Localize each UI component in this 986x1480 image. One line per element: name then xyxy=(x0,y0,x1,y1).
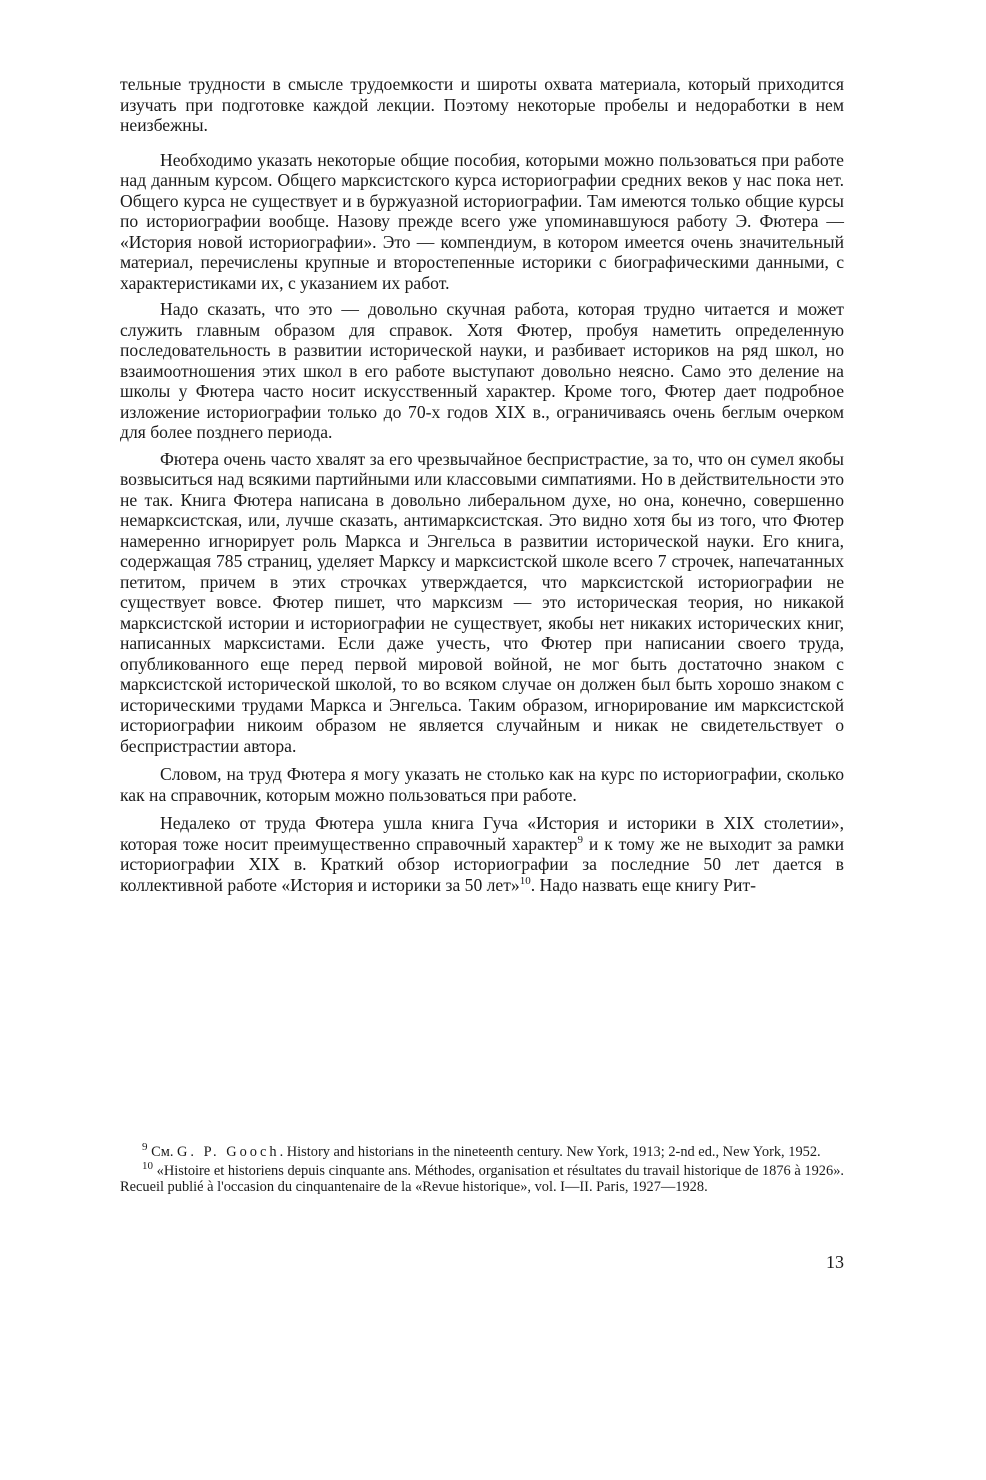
footnote-9-prefix: См. xyxy=(151,1144,178,1160)
paragraph-1: тельные трудности в смысле трудоемкости и широты охвата материала, который приходится изучать при подготовке каждой лекции. Поэтому некоторые пробелы и недоработки в нем неизбежны. xyxy=(120,74,844,135)
paragraph-6-part-1: Недалеко от труда Фютера ушла книга Гуча «История и историки в XIX столетии», которая тоже носит преимущественно справочный характер xyxy=(120,813,844,854)
footnote-ref-10: 10 xyxy=(519,874,531,887)
footnote-9-text: . History and historians in the nineteenth century. New York, 1913; 2-nd ed., New York, 1952. xyxy=(279,1144,821,1160)
footnote-mark-10: 10 xyxy=(142,1159,153,1172)
page-number: 13 xyxy=(826,1252,844,1272)
footnote-9-author: G. P. Gooch xyxy=(177,1144,280,1160)
footnote-10-text: «Histoire et historiens depuis cinquante ans. Méthodes, organisation et résultates du travail historique de 1876 à 1926». Recueil publié à l'occasion du cinquantenaire de la «Revue historique», vol. I—II. Paris, 1927—1928. xyxy=(120,1162,844,1196)
footnote-mark-9: 9 xyxy=(142,1141,148,1154)
footnote-9 xyxy=(120,1141,844,1161)
footnotes xyxy=(120,1141,844,1198)
footnote-ref-9: 9 xyxy=(577,833,583,846)
paragraph-4: Фютера очень часто хвалят за его чрезвычайное беспристрастие, за то, что он сумел якобы возвыситься над всякими партийными или классовыми симпатиями. Но в действительности это не так. Книга Фютера написана в довольно либеральном духе, но она, конечно, совершенно немарксистская, или, лучше сказать, антимарксистская. Это видно хотя бы из того, что Фютер намеренно игнорирует роль Маркса и Энгельса в развитии исторической науки. Его книга, содержащая 785 страниц, уделяет Марксу и марксистской школе всего 7 строчек, напечатанных петитом, причем в этих строчках утверждается, что марксистской историографии не существует вовсе. Фютер пишет, что марксизм — это историческая теория, но никакой марксистской истории и историографии не существует, якобы нет никаких исторических книг, написанных марксистами. Если даже учесть, что Фютер при написании своего труда, опубликованного еще перед первой мировой войной, не мог быть достаточно знаком с марксистской исторической школой, то во всяком случае он должен был быть хорошо знаком с историческими трудами Маркса и Энгельса. Таким образом, игнорирование им марксистской историографии никоим образом не является случайным и никак не свидетельствует о беспристрастии автора. xyxy=(120,448,844,756)
paragraph-5: Словом, на труд Фютера я могу указать не столько как на курс по историографии, сколько как на справочник, которым можно пользоваться при работе. xyxy=(120,764,844,805)
paragraph-3: Надо сказать, что это — довольно скучная работа, которая трудно читается и может служить главным образом для справок. Хотя Фютер, пробуя наметить определенную последовательность в развитии исторической науки, и разбивает историков на ряд школ, но взаимоотношения этих школ в его работе выступают довольно неясно. Само это деление на школы у Фютера часто носит искусственный характер. Кроме того, Фютер дает подробное изложение историографии только до 70-х годов XIX в., ограничиваясь очень беглым очерком для более позднего периода. xyxy=(120,299,844,442)
page-body xyxy=(120,74,844,901)
paragraph-6-part-2: и к тому же не выходит за рамки историографии XIX в. Краткий обзор историографии за последние 50 лет дается в коллективной работе «История и историки за 50 лет» xyxy=(120,833,844,895)
footnote-10 xyxy=(120,1159,844,1196)
paragraph-6 xyxy=(120,813,844,895)
paragraph-2: Необходимо указать некоторые общие пособия, которыми можно пользоваться при работе над данным курсом. Общего марксистского курса историографии средних веков у нас пока нет. Общего курса не существует и в буржуазной историографии. Там имеются только общие курсы по историографии вообще. Назову прежде всего уже упоминавшуюся работу Э. Фютера — «История новой историографии». Это — компендиум, в котором имеется очень значительный материал, перечислены крупные и второстепенные историки с биографическими данными, с характеристиками их, с указанием их работ. xyxy=(120,149,844,293)
main-text xyxy=(120,74,844,895)
paragraph-6-part-3: . Надо назвать еще книгу Рит- xyxy=(530,874,756,895)
